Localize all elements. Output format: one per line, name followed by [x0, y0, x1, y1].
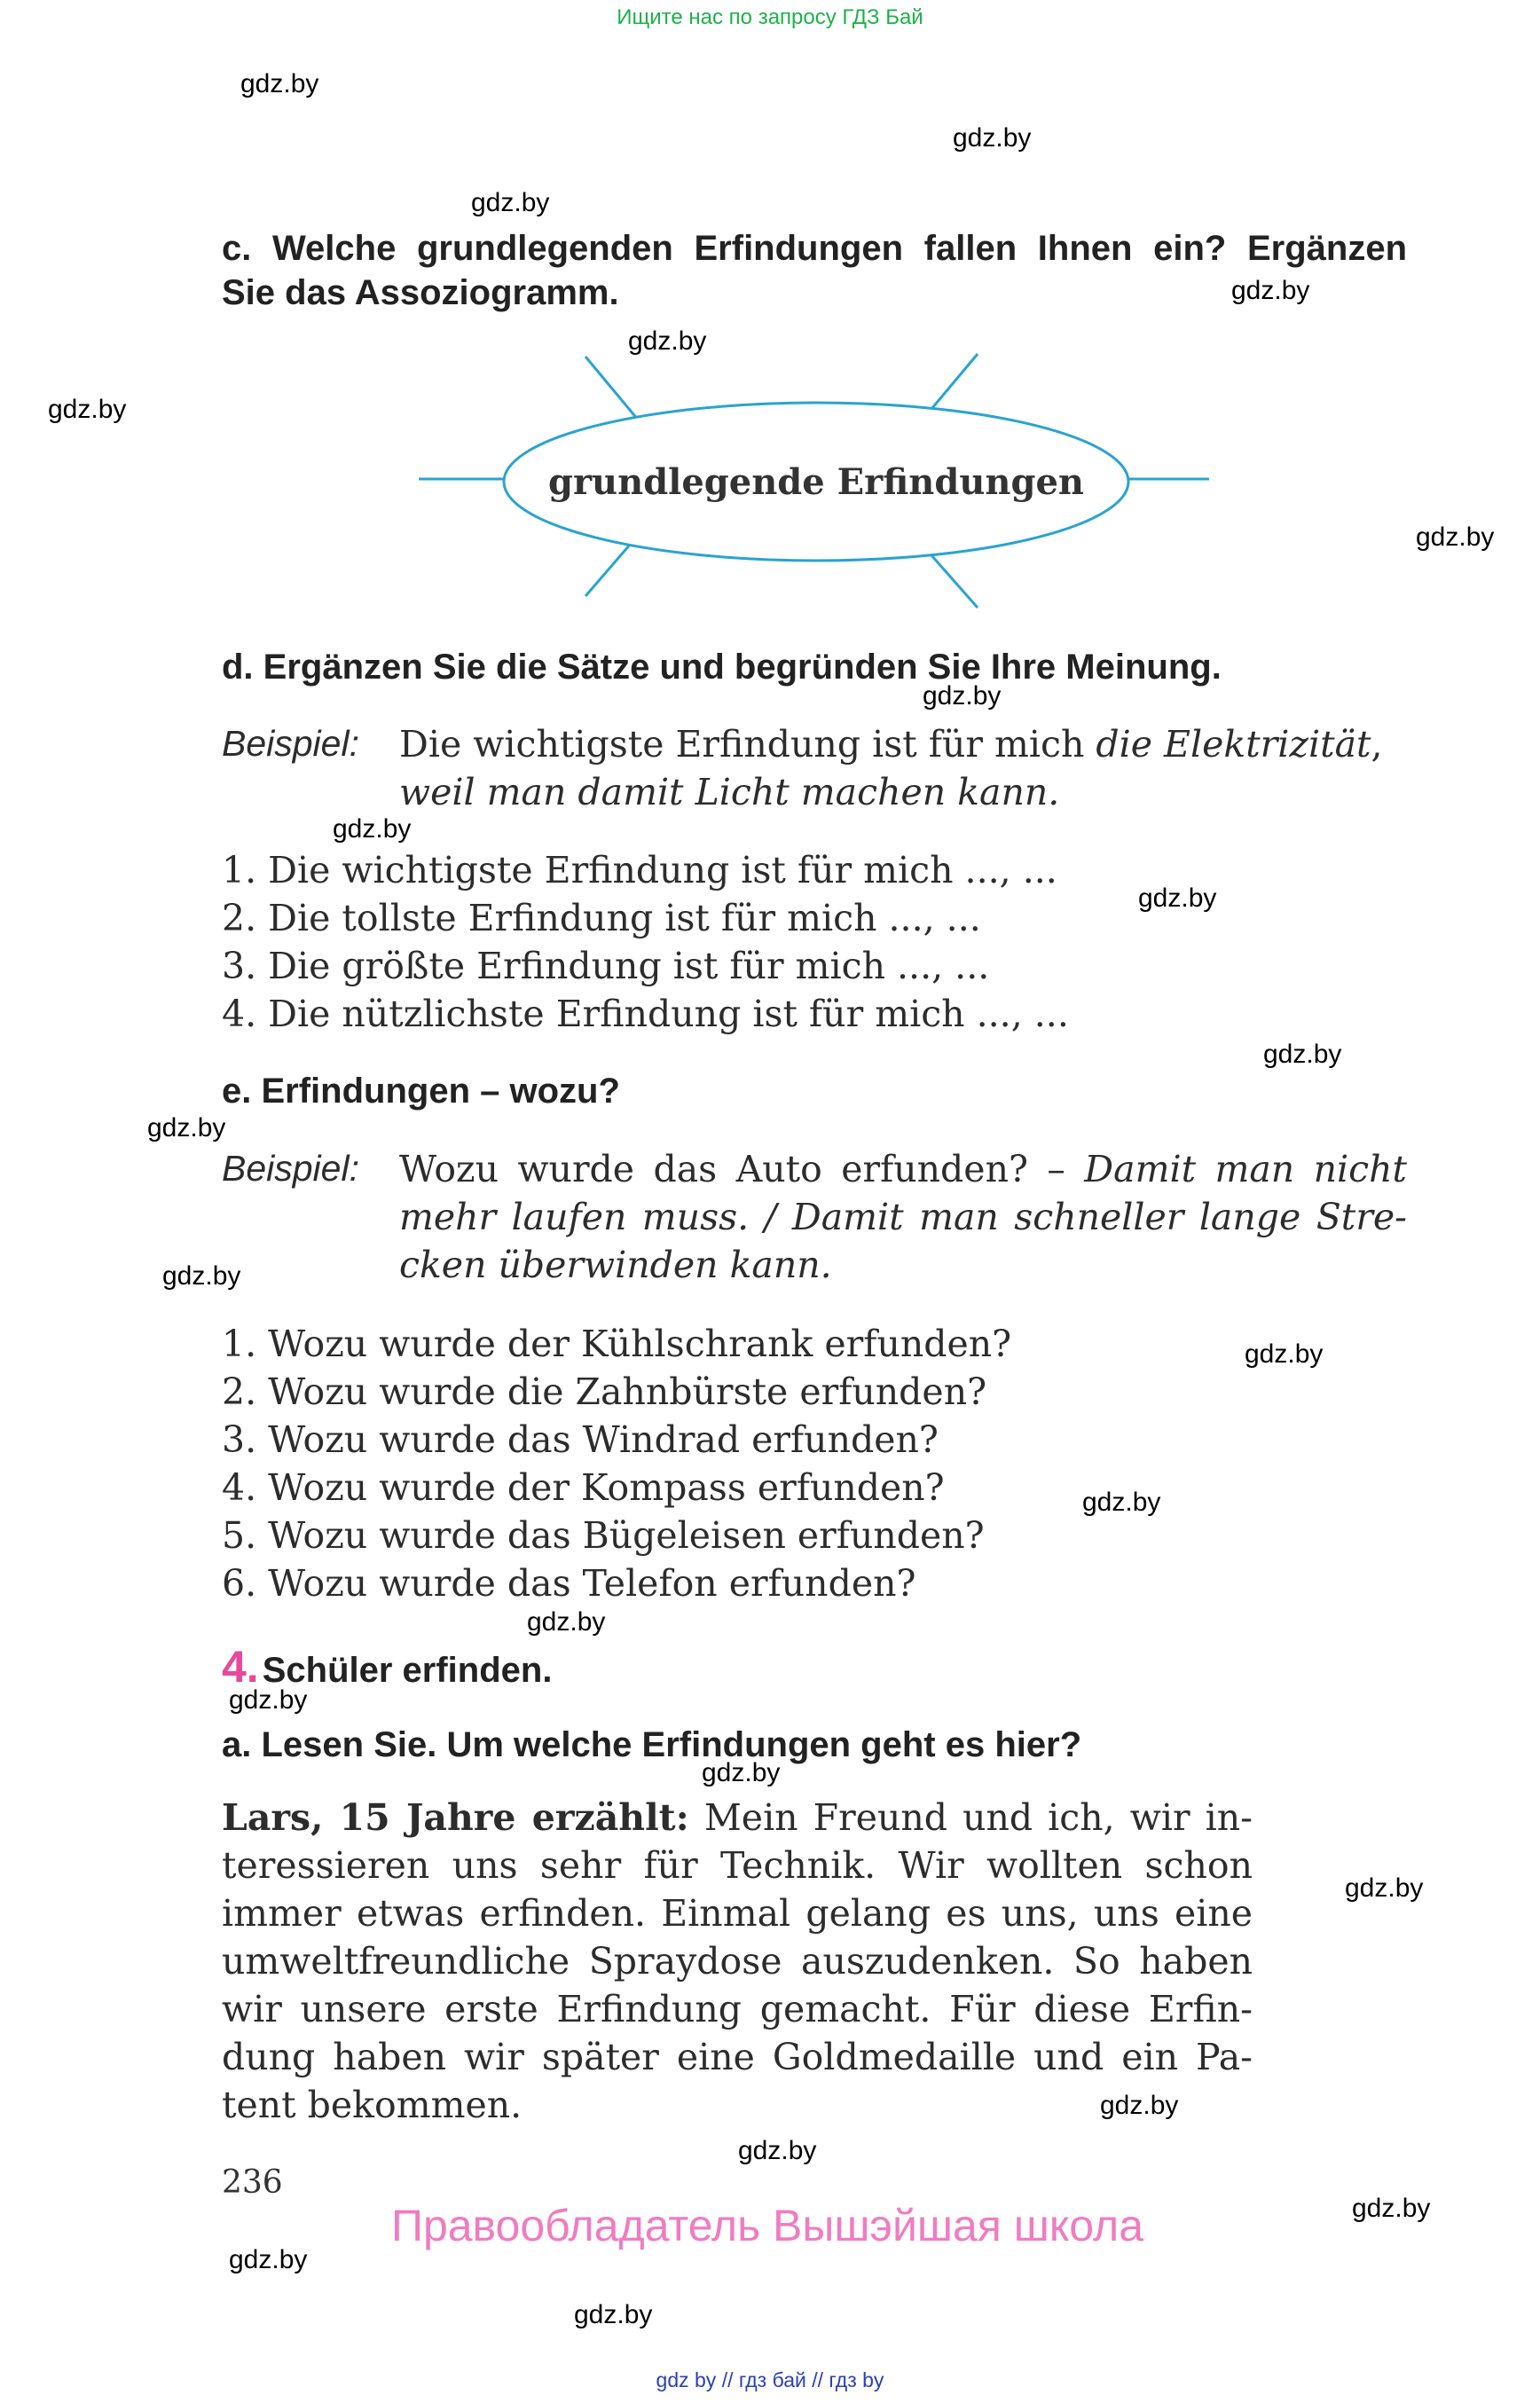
- task-4a-heading: a. Lesen Sie. Um welche Erfindungen geht es hier?: [222, 1725, 1082, 1764]
- task-d-heading: d. Ergänzen Sie die Sätze und begründen Sie Ihre Meinung.: [222, 648, 1222, 687]
- watermark: gdz.by: [1416, 522, 1495, 552]
- list-item: 4. Wozu wurde der Kompass erfunden?: [222, 1466, 945, 1509]
- task-4-heading: [222, 1641, 552, 1692]
- watermark: gdz.by: [229, 2245, 308, 2274]
- watermark: gdz.by: [48, 395, 127, 424]
- reading-line: umweltfreundliche Spraydose auszudenken. So haben: [222, 1940, 1253, 1983]
- example-label: Beispiel:: [222, 723, 359, 764]
- watermark: gdz.by: [1245, 1339, 1324, 1369]
- watermark: gdz.by: [147, 1113, 226, 1143]
- reading-line: dung haben wir später eine Goldmedaille und ein Pa-: [222, 2036, 1253, 2078]
- copyright-notice: Правообладатель Вышэйшая школа: [391, 2201, 1143, 2250]
- example-sentence-line2: mehr laufen muss. / Damit man schneller lange Stre-: [399, 1196, 1407, 1238]
- list-item: 1. Wozu wurde der Kühlschrank erfunden?: [222, 1323, 1012, 1365]
- reading-line: tent bekommen.: [222, 2084, 522, 2126]
- watermark: gdz.by: [229, 1685, 308, 1715]
- watermark: gdz.by: [1352, 2194, 1431, 2223]
- watermark: gdz.by: [162, 1261, 241, 1291]
- example-label: Beispiel:: [222, 1148, 359, 1189]
- watermark: gdz.by: [953, 123, 1032, 153]
- task-e-heading: e. Erfindungen – wozu?: [222, 1072, 620, 1111]
- watermark: gdz.by: [333, 814, 412, 844]
- watermark: gdz.by: [574, 2300, 653, 2329]
- watermark: gdz.by: [1138, 883, 1217, 913]
- watermark: gdz.by: [1231, 276, 1310, 305]
- example-sentence-line2: weil man damit Licht machen kann.: [399, 771, 1060, 813]
- task-number: 4.: [222, 1642, 259, 1692]
- list-item: 4. Die nützlichste Erfindung ist für mich ..., ...: [222, 993, 1069, 1035]
- top-banner: Ищите нас по запросу ГДЗ Бай: [617, 5, 923, 29]
- diagram-center-label: grundlegende Erfindungen: [547, 461, 1085, 503]
- watermark: gdz.by: [1263, 1040, 1342, 1069]
- watermark: gdz.by: [628, 326, 707, 356]
- reading-speaker: Lars, 15 Jahre erzählt:: [222, 1796, 689, 1839]
- diagram-ray: [924, 547, 978, 608]
- reading-line: immer etwas erfinden. Einmal gelang es uns, uns eine: [222, 1892, 1253, 1935]
- example-sentence-line1: Wozu wurde das Auto erfunden? – Damit man nicht: [399, 1148, 1407, 1190]
- reading-line: wir unsere erste Erfindung gemacht. Für diese Erfin-: [222, 1988, 1253, 2030]
- diagram-ray: [585, 538, 636, 596]
- watermark: gdz.by: [738, 2136, 817, 2165]
- diagram-ray: [585, 357, 642, 425]
- watermark: gdz.by: [1345, 1873, 1424, 1903]
- list-item: 3. Die größte Erfindung ist für mich ..., ...: [222, 945, 990, 987]
- reading-line: teressieren uns sehr für Technik. Wir wollten schon: [222, 1844, 1253, 1887]
- list-item: 6. Wozu wurde das Telefon erfunden?: [222, 1562, 916, 1605]
- watermark: gdz.by: [702, 1758, 781, 1787]
- list-item: 3. Wozu wurde das Windrad erfunden?: [222, 1418, 939, 1461]
- task-title: Schüler erfinden.: [262, 1651, 553, 1690]
- watermark: gdz.by: [471, 188, 550, 217]
- association-diagram: [408, 337, 1224, 621]
- list-item: 2. Die tollste Erfindung ist für mich ..., ...: [222, 897, 981, 939]
- task-c-heading-line1: c. Welche grundlegenden Erfindungen fallen Ihnen ein? Ergänzen: [222, 229, 1407, 268]
- reading-line: Lars, 15 Jahre erzählt: Mein Freund und ich, wir in-: [222, 1796, 1253, 1839]
- watermark: gdz.by: [240, 69, 319, 98]
- list-item: 1. Die wichtigste Erfindung ist für mich ..., ...: [222, 849, 1057, 891]
- watermark: gdz.by: [1082, 1488, 1161, 1517]
- watermark: gdz.by: [923, 681, 1002, 711]
- list-item: 2. Wozu wurde die Zahnbürste erfunden?: [222, 1370, 987, 1413]
- footer-links[interactable]: gdz by // гдз бай // гдз by: [656, 2368, 884, 2391]
- list-item: 5. Wozu wurde das Bügeleisen erfunden?: [222, 1514, 985, 1557]
- example-sentence-line1: Die wichtigste Erfindung ist für mich die Elektrizität,: [399, 723, 1383, 766]
- watermark: gdz.by: [1100, 2091, 1179, 2120]
- example-sentence-line3: cken überwinden kann.: [399, 1244, 832, 1286]
- page-number: 236: [222, 2164, 283, 2201]
- watermark: gdz.by: [527, 1607, 606, 1637]
- task-c-heading-line2: Sie das Assoziogramm.: [222, 273, 619, 312]
